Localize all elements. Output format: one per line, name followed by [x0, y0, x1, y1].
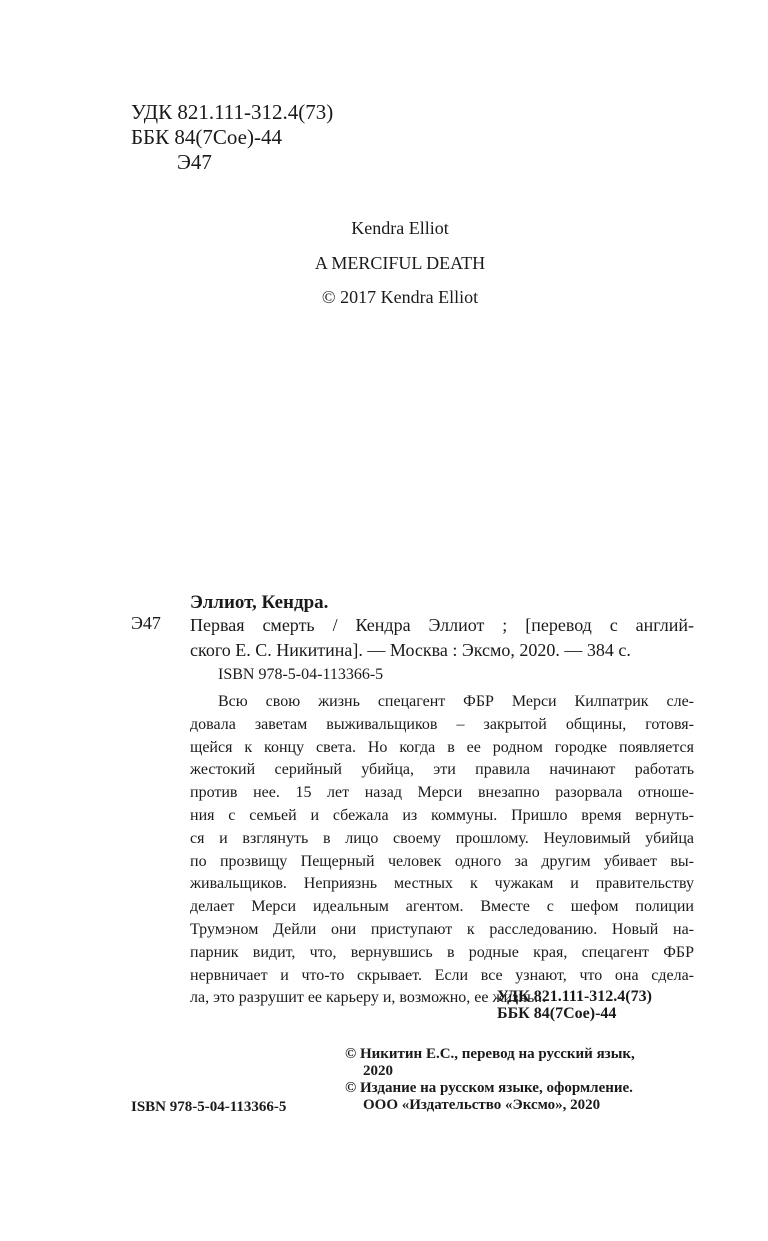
abstract-line: довала заветам выживальщиков – закрытой общины, готовя- — [190, 715, 694, 733]
abstract-line: против нее. 15 лет назад Мерси внезапно разорвала отноше- — [190, 784, 694, 802]
bottom-bbk-code: ББК 84(7Сое)-44 — [497, 1005, 617, 1022]
abstract — [190, 691, 694, 1010]
original-title: A MERCIFUL DEATH — [314, 253, 486, 273]
translation-copyright-year: 2020 — [363, 1063, 393, 1079]
card-description-line: ского Е. С. Никитина]. — Москва : Эксмо, 2020. — 384 с. — [190, 640, 631, 660]
edition-copyright-line: © Издание на русском языке, оформление. — [345, 1080, 633, 1096]
card-author-mark: Э47 — [131, 613, 161, 633]
top-udk-code: УДК 821.111-312.4(73) — [131, 100, 334, 124]
abstract-line: ния с семьей и сбежала из коммуны. Пришло время вернуть- — [190, 806, 694, 824]
edition-copyright-publisher: ООО «Издательство «Эксмо», 2020 — [363, 1097, 601, 1113]
abstract-line: Всю свою жизнь спецагент ФБР Мерси Килпатрик сле- — [218, 693, 694, 710]
copyright-notices — [345, 1046, 635, 1114]
abstract-line: живальщиков. Неприязнь местных к чужакам и правительству — [190, 875, 694, 893]
abstract-line: щейся к концу света. Но когда в ее родном городке появляется — [190, 738, 694, 756]
top-classification-codes — [131, 100, 333, 175]
top-author-mark: Э47 — [177, 150, 212, 174]
card-description-line: Первая смерть / Кендра Эллиот ; [перевод с англий- — [190, 615, 694, 635]
original-author: Kendra Elliot — [351, 218, 449, 238]
abstract-line: ся и взглянуть в лицо своему прошлому. Неуловимый убийца — [190, 829, 694, 847]
original-copyright: © 2017 Kendra Elliot — [321, 287, 479, 307]
abstract-line: по прозвищу Пещерный человек одного за другим убивает вы- — [190, 852, 694, 870]
bottom-udk-code: УДК 821.111-312.4(73) — [497, 988, 652, 1005]
bottom-classification-codes — [497, 988, 652, 1022]
abstract-line: нервничает и что-то скрывает. Если все узнают, что она сдела- — [190, 966, 694, 984]
translation-copyright-line: © Никитин Е.С., перевод на русский язык, — [345, 1046, 635, 1062]
card-isbn: ISBN 978-5-04-113366-5 — [218, 666, 384, 683]
top-bbk-code: ББК 84(7Сое)-44 — [131, 125, 282, 149]
abstract-line: ла, это разрушит ее карьеру и, возможно, ее жизнь... — [190, 989, 547, 1007]
abstract-line: жестокий серийный убийца, эти правила начинают работать — [190, 761, 694, 779]
abstract-line: делает Мерси идеальным агентом. Вместе с шефом полиции — [190, 898, 694, 916]
card-heading: Эллиот, Кендра. — [190, 592, 329, 613]
abstract-line: Трумэном Дейли они приступают к расследованию. Новый на- — [190, 920, 694, 938]
abstract-line: парник видит, что, вернувшись в родные края, спецагент ФБР — [190, 943, 694, 961]
bottom-isbn: ISBN 978-5-04-113366-5 — [131, 1099, 287, 1115]
card-description — [190, 613, 694, 663]
